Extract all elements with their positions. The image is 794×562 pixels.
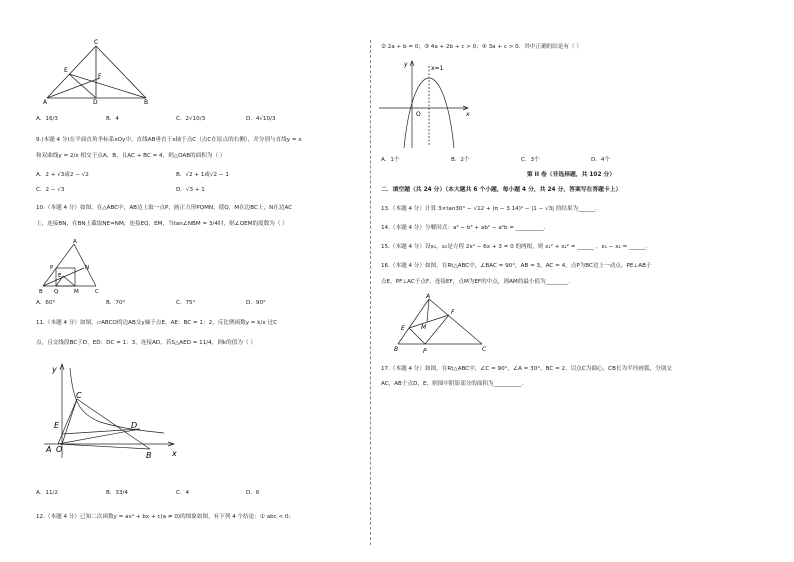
label-A: A bbox=[426, 293, 431, 300]
label-F: F bbox=[451, 309, 455, 316]
label-x: x bbox=[466, 111, 470, 118]
label-B: B bbox=[394, 346, 399, 353]
q10-option-b[interactable]: B．70° bbox=[106, 300, 126, 306]
q9-option-b[interactable]: B．√2 + 1或√2 − 1 bbox=[176, 172, 229, 178]
q10-stem-line1: 10.（本题 4 分）如图，在△ABC中，AB边上取一点P，画正方形PQMN，使Q，M在边BC上，N在边AC bbox=[36, 205, 293, 211]
column-divider bbox=[370, 40, 371, 545]
label-M: M bbox=[74, 289, 79, 295]
label-B: B bbox=[144, 99, 149, 106]
q10-option-a[interactable]: A．60° bbox=[36, 300, 56, 306]
q11-stem-line1: 11.（本题 4 分）如图，▱ABCO的边AB交y轴于点E，AE：BC = 1：2，反比例函数y = k/x 过C bbox=[36, 320, 277, 326]
part-two-title: 第 II 卷（非选择题，共 102 分） bbox=[526, 172, 616, 178]
label-O: O bbox=[56, 445, 63, 454]
q12-stem-line2: ② 2a + b = 0；③ 4a + 2b + c > 0；④ 3a + c > 0．其中正确的结论有（ ） bbox=[381, 44, 583, 50]
q11-option-a[interactable]: A．11/2 bbox=[36, 490, 58, 496]
q9-stem-line2: 和双曲线y = 2/x 相交于点A，B，且AC + BC = 4，则△OAB的面积为（ ） bbox=[36, 153, 226, 159]
parabola-figure-q12 bbox=[376, 58, 472, 150]
label-E: E bbox=[64, 67, 68, 74]
label-E: E bbox=[54, 421, 60, 430]
q10-stem-line2: 上，连接BN，在BN上截取NE=NM，连接EQ，EM，当tan∠NBM = 3/4时，则∠QEM的度数为（ ） bbox=[36, 221, 288, 227]
q11-option-b[interactable]: B．33/4 bbox=[106, 490, 128, 496]
q8-option-c[interactable]: C．2√10/3 bbox=[176, 116, 206, 122]
label-x: x bbox=[172, 449, 177, 458]
q12-option-c[interactable]: C．3个 bbox=[521, 157, 540, 163]
q9-stem-line1: 9.(本题 4 分)在平面直角坐标系xOy中，直线AB垂直于x轴于点C（点C在原点的右侧），并分别与直线y = x bbox=[36, 137, 302, 143]
q9-option-a[interactable]: A．2 + √3或2 − √2 bbox=[36, 172, 89, 178]
right-triangle-figure-q16 bbox=[394, 292, 494, 356]
label-O: O bbox=[416, 111, 421, 118]
q9-option-d[interactable]: D．√3 + 1 bbox=[176, 187, 205, 193]
label-Q: Q bbox=[54, 289, 59, 295]
label-D: D bbox=[93, 99, 98, 106]
label-B: B bbox=[39, 289, 43, 295]
q16-stem-line2: 点E，PF⊥AC于点F，连接EF，点M为EF的中点，则AM的最小值为________． bbox=[381, 279, 574, 285]
label-C: C bbox=[482, 346, 487, 353]
label-E: E bbox=[58, 273, 62, 279]
q12-option-a[interactable]: A．1个 bbox=[381, 157, 400, 163]
label-D: D bbox=[131, 421, 138, 430]
label-C: C bbox=[95, 289, 99, 295]
q14-stem: 14.（本题 4 分）分解因式：a³ − b³ + ab² − a²b = __________． bbox=[381, 225, 550, 231]
q16-stem-line1: 16.（本题 4 分）如图，在Rt△ABC中，∠BAC = 90°，AB = 3，AC = 4，点P为BC边上一动点，PE⊥AB于 bbox=[381, 263, 652, 269]
label-E: E bbox=[401, 325, 405, 332]
label-y: y bbox=[52, 365, 57, 374]
q13-stem: 13.（本题 4 分）计算 3×tan30° − √12 + (π − 3.14)⁰ − |1 − √3| 的结果为______． bbox=[381, 206, 601, 212]
q17-stem-line1: 17.（本题 4 分）如图，在Rt△ABC中，∠C = 90°，∠A = 30°，BC = 2，以点C为圆心，CB长为半径画弧，分别交 bbox=[381, 366, 672, 372]
label-F: F bbox=[98, 73, 102, 80]
label-C: C bbox=[94, 39, 99, 46]
q9-option-c[interactable]: C．2 − √3 bbox=[36, 187, 65, 193]
label-P: P bbox=[50, 265, 54, 271]
label-M: M bbox=[421, 324, 427, 331]
q11-option-c[interactable]: C．4 bbox=[176, 490, 190, 496]
q17-stem-line2: AC，AB于点D，E，则图中阴影部分的面积为__________． bbox=[381, 381, 528, 387]
triangle-figure-q8 bbox=[38, 38, 158, 106]
hyperbola-parallelogram-figure-q11 bbox=[40, 362, 180, 462]
label-A: A bbox=[43, 99, 48, 106]
label-N: N bbox=[85, 265, 90, 271]
label-P: P bbox=[423, 348, 427, 355]
q10-option-d[interactable]: D．90° bbox=[246, 300, 266, 306]
q8-option-d[interactable]: D．4√10/3 bbox=[246, 116, 276, 122]
square-in-triangle-figure-q10 bbox=[34, 238, 104, 296]
q15-stem: 15.（本题 4 分）设x₁，x₂是方程 2x² − 6x + 3 = 0 的两根，则 x₁² + x₂² = ______ ，x₁ − x₂ = ______． bbox=[381, 244, 652, 250]
label-A: A bbox=[46, 445, 52, 454]
label-C: C bbox=[76, 391, 82, 400]
label-A: A bbox=[73, 239, 77, 245]
label-B: B bbox=[146, 451, 152, 460]
section-two-heading: 二．填空题（共 24 分）（本大题共 6 个小题，每小题 4 分，共 24 分，答案写在答题卡上） bbox=[381, 187, 622, 193]
q8-option-a[interactable]: A．16/3 bbox=[36, 116, 58, 122]
q8-option-b[interactable]: B．4 bbox=[106, 116, 119, 122]
label-y: y bbox=[404, 61, 408, 68]
label-axis-x1: x=1 bbox=[431, 65, 444, 72]
q10-option-c[interactable]: C．75° bbox=[176, 300, 196, 306]
q11-option-d[interactable]: D．6 bbox=[246, 490, 260, 496]
q12-option-d[interactable]: D．4个 bbox=[591, 157, 611, 163]
q11-stem-line2: 点，且交线段BC于D，ED：DC = 1：3，连接AD，若S△AED = 11/4，则k的值为（ ） bbox=[36, 340, 256, 346]
q12-stem-line1: 12.（本题 4 分）已知二次函数y = ax² + bx + c(a ≠ 0)的图象如图，有下列 4 个结论：① abc < 0； bbox=[36, 514, 295, 520]
q12-option-b[interactable]: B．2个 bbox=[451, 157, 470, 163]
